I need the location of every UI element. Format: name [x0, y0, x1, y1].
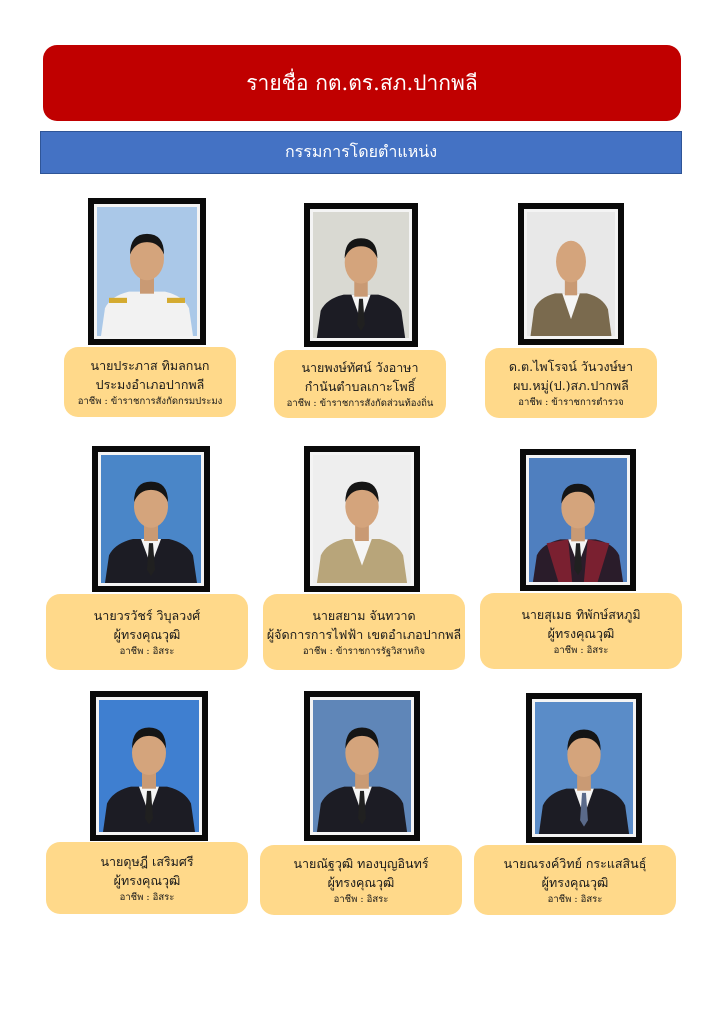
member-photo-1: [88, 198, 206, 345]
member-occupation: อาชีพ : ข้าราชการรัฐวิสาหกิจ: [302, 645, 426, 657]
member-photo-7: [90, 691, 208, 841]
member-role: ผู้ทรงคุณวุฒิ: [113, 626, 181, 642]
member-occupation: อาชีพ : ข้าราชการสังกัดกรมประมง: [77, 395, 223, 407]
member-photo-9: [526, 693, 642, 843]
member-occupation: อาชีพ : อิสระ: [119, 645, 175, 657]
member-card-3: [485, 348, 657, 418]
member-photo-8: [304, 691, 420, 841]
member-name: นายดุษฎี เสริมศรี: [100, 853, 194, 869]
portrait-4: [101, 455, 201, 583]
member-card-1: [64, 347, 236, 417]
portrait-6: [529, 458, 627, 582]
portrait-7: [99, 700, 199, 832]
member-role: ผู้จัดการการไฟฟ้า เขตอำเภอปากพลี: [266, 626, 462, 642]
member-occupation: อาชีพ : ข้าราชการตำรวจ: [518, 396, 624, 408]
member-photo-6: [520, 449, 636, 591]
member-role: ผู้ทรงคุณวุฒิ: [327, 874, 395, 890]
member-role: ผู้ทรงคุณวุฒิ: [547, 625, 615, 641]
member-role: ผู้ทรงคุณวุฒิ: [113, 872, 181, 888]
member-role: ผู้ทรงคุณวุฒิ: [541, 874, 609, 890]
portrait-2: [313, 212, 409, 338]
member-name: นายวรวัชร์ วิบุลวงศ์: [93, 607, 201, 623]
member-name: นายณัฐวุฒิ ทองบุญอินทร์: [293, 855, 429, 871]
member-name: ด.ต.ไพโรจน์ วันวงษ์ษา: [508, 358, 634, 374]
member-card-5: [263, 594, 465, 670]
member-card-2: [274, 350, 446, 418]
member-occupation: อาชีพ : อิสระ: [333, 893, 389, 905]
member-name: นายณรงค์วิทย์ กระแสสินธุ์: [503, 855, 647, 871]
shoulder-board-left: [109, 298, 127, 303]
member-card-8: [260, 845, 462, 915]
section-header: [40, 131, 682, 174]
member-photo-2: [304, 203, 418, 347]
member-photo-3: [518, 203, 624, 345]
member-role: กำนันตำบลเกาะโพธิ์: [304, 378, 416, 394]
member-card-6: [480, 593, 682, 669]
member-photo-4: [92, 446, 210, 592]
member-name: นายสยาม จันทวาด: [312, 607, 416, 623]
member-card-4: [46, 594, 248, 670]
member-role: ประมงอำเภอปากพลี: [95, 376, 205, 392]
member-name: นายสุเมธ ทิพักษ์สหภูมิ: [521, 606, 641, 622]
member-occupation: อาชีพ : อิสระ: [119, 891, 175, 903]
member-occupation: อาชีพ : ข้าราชการสังกัดส่วนท้องถิ่น: [286, 397, 434, 409]
member-name: นายประภาส ทิมลกนก: [90, 357, 210, 373]
member-name: นายพงษ์ทัศน์ วังอาษา: [301, 359, 419, 375]
portrait-5: [313, 455, 411, 583]
portrait-9: [535, 702, 633, 834]
member-card-9: [474, 845, 676, 915]
page-title-banner: [43, 45, 681, 121]
member-role: ผบ.หมู่(ป.)สภ.ปากพลี: [513, 377, 629, 393]
face-shape: [556, 241, 586, 283]
member-card-7: [46, 842, 248, 914]
page-title: รายชื่อ กต.ตร.สภ.ปากพลี: [246, 70, 478, 95]
member-occupation: อาชีพ : อิสระ: [553, 644, 609, 656]
member-occupation: อาชีพ : อิสระ: [547, 893, 603, 905]
section-title: กรรมการโดยตำแหน่ง: [284, 142, 438, 161]
portrait-3: [527, 212, 615, 336]
shoulder-board-right: [167, 298, 185, 303]
portrait-1: [97, 207, 197, 336]
portrait-8: [313, 700, 411, 832]
member-photo-5: [304, 446, 420, 592]
